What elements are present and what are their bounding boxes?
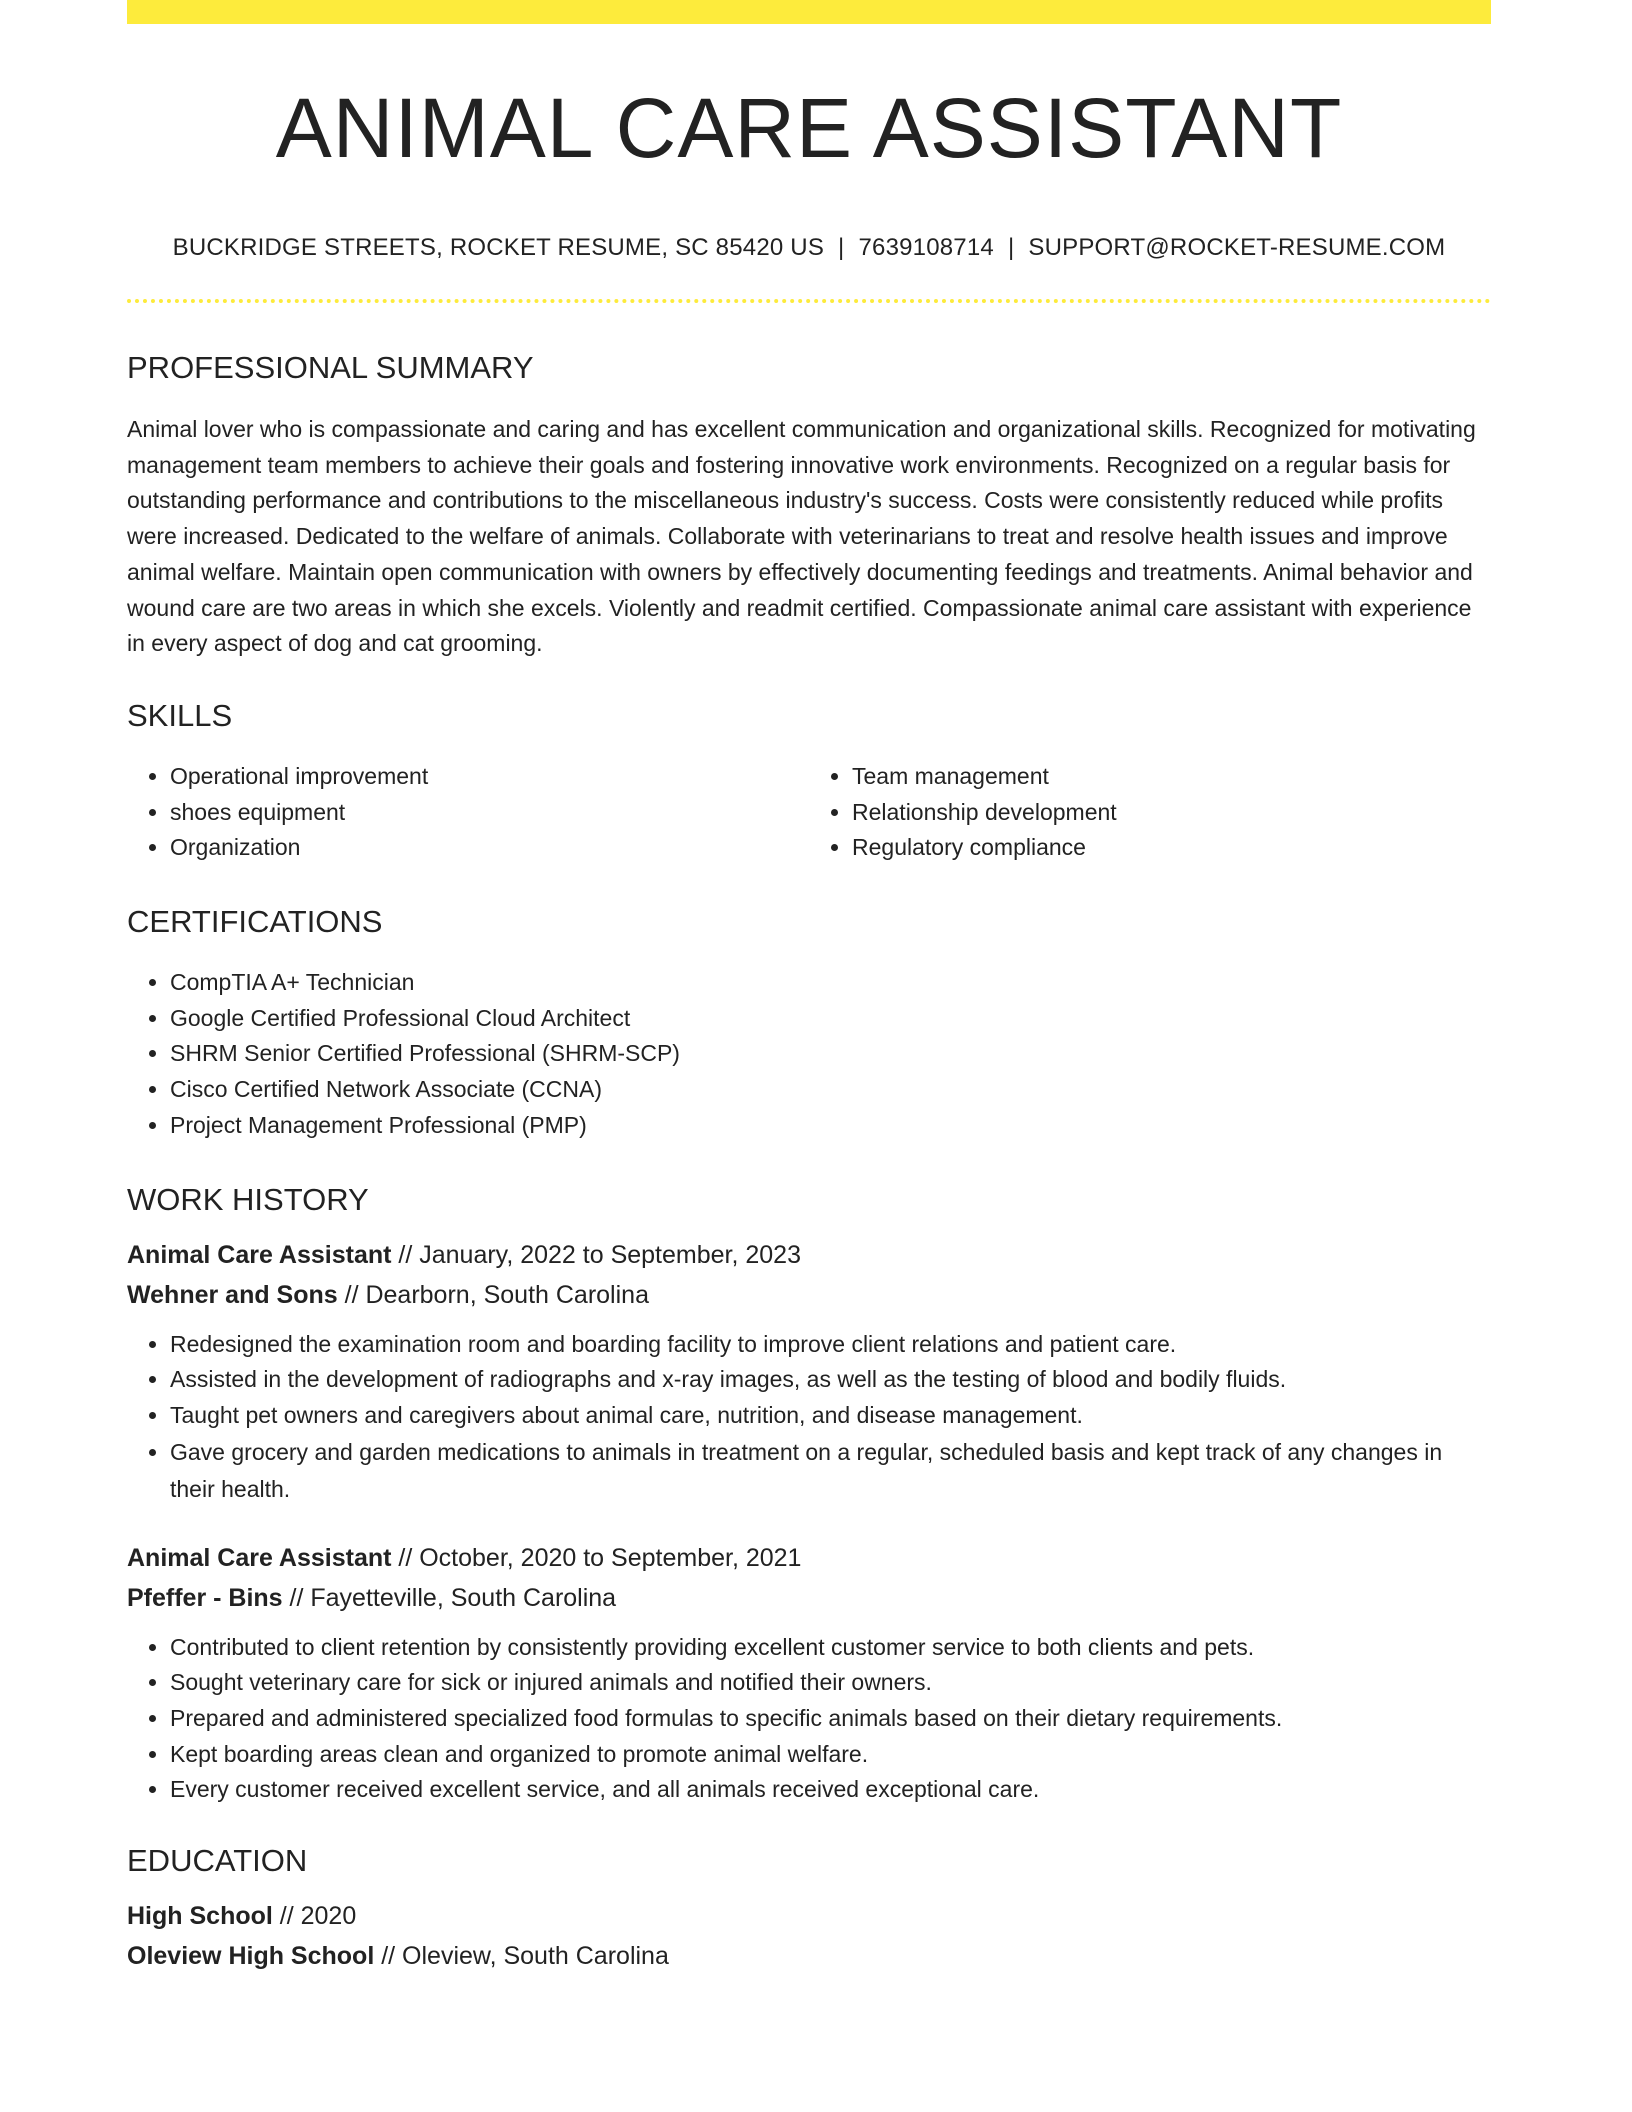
contact-address: BUCKRIDGE STREETS, ROCKET RESUME, SC 85420 US: [172, 234, 825, 261]
contact-email[interactable]: SUPPORT@ROCKET-RESUME.COM: [1028, 234, 1446, 261]
education-location: // Oleview, South Carolina: [374, 1942, 669, 1971]
job-company: Wehner and Sons: [127, 1280, 338, 1309]
list-item: • Sought veterinary care for sick or injured animals and notified their owners.: [170, 1665, 1491, 1701]
section-title-skills: SKILLS: [127, 697, 233, 733]
job-dates: // October, 2020 to September, 2021: [391, 1543, 802, 1572]
list-item: • Project Management Professional (PMP): [170, 1108, 1491, 1144]
top-accent-bar: [127, 0, 1491, 24]
summary-text: Animal lover who is compassionate and caring and has excellent communication and organizational skills. Recognized for motivating management team members to achieve their goals and fostering innovative work environments. Recognized on a regular basis for outstanding performance and contributions to the miscellaneous industry's success. Costs were consistently reduced while profits were increased. Dedicated to the welfare of animals. Collaborate with veterinarians to treat and resolve health issues and improve animal welfare. Maintain open communication with owners by effectively documenting feedings and treatments. Animal behavior and wound care are two areas in which she excels. Violently and readmit certified. Compassionate animal care assistant with experience in every aspect of dog and cat grooming.: [127, 416, 1476, 657]
education-degree-line: [127, 1896, 1491, 1936]
job-role: Animal Care Assistant: [127, 1240, 392, 1269]
job-entry: [127, 1538, 1491, 1809]
contact-line: [127, 234, 1491, 262]
job-location: // Dearborn, South Carolina: [337, 1280, 649, 1309]
job-role: Animal Care Assistant: [127, 1543, 392, 1572]
list-item: • Organization: [170, 830, 809, 866]
job-entry: [127, 1235, 1491, 1508]
job-bullets: [127, 1327, 1491, 1508]
list-item: • Redesigned the examination room and boarding facility to improve client relations and patient care.: [170, 1327, 1491, 1363]
job-company-line: [127, 1275, 1491, 1315]
resume-name: ANIMAL CARE ASSISTANT: [275, 81, 1343, 175]
dotted-divider: [127, 299, 1491, 303]
list-item: • Operational improvement: [170, 759, 809, 795]
education-school: Oleview High School: [127, 1942, 375, 1971]
contact-separator: |: [1007, 234, 1015, 261]
list-item: • Google Certified Professional Cloud Architect: [170, 1001, 1491, 1037]
list-item: • Every customer received excellent service, and all animals received exceptional care.: [170, 1772, 1491, 1808]
education-degree: High School: [127, 1902, 273, 1931]
skills-column-right: [809, 759, 1491, 866]
list-item: • Gave grocery and garden medications to animals in treatment on a regular, scheduled basis and kept track of any changes in their health.: [170, 1434, 1491, 1508]
job-bullets: [127, 1630, 1491, 1809]
section-title-education: EDUCATION: [127, 1843, 308, 1879]
education-school-line: [127, 1936, 1491, 1976]
list-item: • CompTIA A+ Technician: [170, 965, 1491, 1001]
section-title-summary: PROFESSIONAL SUMMARY: [127, 350, 534, 385]
list-item: • Relationship development: [852, 795, 1491, 831]
list-item: • Assisted in the development of radiographs and x-ray images, as well as the testing of blood and bodily fluids.: [170, 1362, 1491, 1398]
resume-page: [127, 0, 1491, 1976]
section-title-work-history: WORK HISTORY: [127, 1181, 369, 1217]
list-item: • Prepared and administered specialized food formulas to specific animals based on their dietary requirements.: [170, 1701, 1491, 1737]
skills-list: [127, 759, 1491, 866]
education-entry: [127, 1896, 1491, 1976]
list-item: • shoes equipment: [170, 795, 809, 831]
list-item: • Contributed to client retention by consistently providing excellent customer service to both clients and pets.: [170, 1630, 1491, 1666]
list-item: • Taught pet owners and caregivers about animal care, nutrition, and disease management.: [170, 1398, 1491, 1434]
section-title-certifications: CERTIFICATIONS: [127, 904, 383, 940]
list-item: • Cisco Certified Network Associate (CCNA): [170, 1072, 1491, 1108]
contact-phone[interactable]: 7639108714: [858, 234, 994, 261]
skills-column-left: [127, 759, 809, 866]
list-item: • Regulatory compliance: [852, 830, 1491, 866]
job-role-line: [127, 1538, 1491, 1578]
job-company-line: [127, 1578, 1491, 1618]
education-year: // 2020: [272, 1902, 357, 1931]
job-role-line: [127, 1235, 1491, 1275]
certifications-list: [127, 965, 1491, 1144]
list-item: • SHRM Senior Certified Professional (SHRM-SCP): [170, 1036, 1491, 1072]
job-company: Pfeffer - Bins: [127, 1583, 283, 1612]
list-item: • Team management: [852, 759, 1491, 795]
job-location: // Fayetteville, South Carolina: [282, 1583, 617, 1612]
job-dates: // January, 2022 to September, 2023: [391, 1240, 801, 1269]
contact-separator: |: [838, 234, 845, 261]
list-item: • Kept boarding areas clean and organized to promote animal welfare.: [170, 1737, 1491, 1773]
